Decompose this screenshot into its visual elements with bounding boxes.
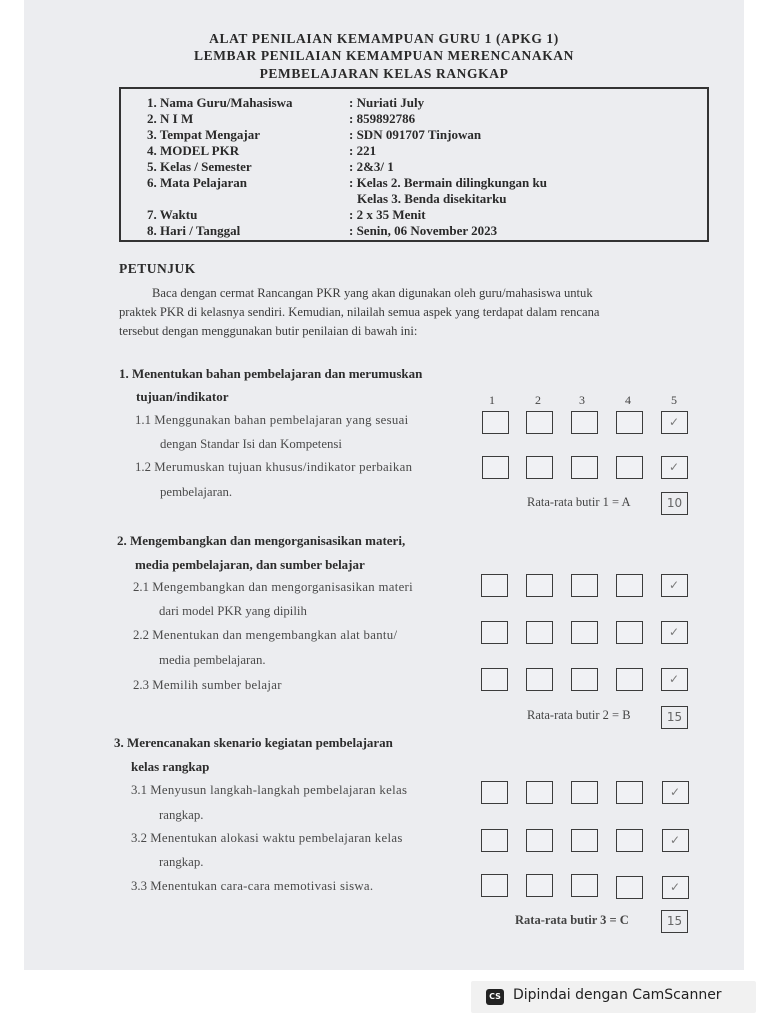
info-label: 4. MODEL PKR	[147, 143, 240, 158]
scale-label: 3	[579, 393, 585, 407]
score-box[interactable]	[616, 456, 643, 479]
score-box[interactable]	[526, 621, 553, 644]
info-value: : Senin, 06 November 2023	[349, 223, 498, 238]
info-value: : 221	[349, 143, 377, 158]
info-label: 8. Hari / Tanggal	[147, 223, 241, 238]
average-value-3[interactable]: 15	[661, 910, 688, 933]
section-3-title: 3. Merencanakan skenario kegiatan pembelajaran	[114, 735, 393, 750]
score-box-checked[interactable]	[662, 876, 689, 899]
section-2-title-continued: media pembelajaran, dan sumber belajar	[135, 557, 365, 572]
score-box-checked[interactable]	[661, 668, 688, 691]
score-box[interactable]	[526, 829, 553, 852]
score-box-checked[interactable]	[662, 781, 689, 804]
camscanner-logo-icon: CS	[486, 989, 504, 1005]
item-3-2	[131, 831, 403, 846]
info-value: : 2&3/ 1	[349, 159, 394, 174]
score-box[interactable]	[616, 668, 643, 691]
score-box[interactable]	[526, 456, 553, 479]
item-number: 2.3	[133, 678, 149, 692]
item-text: Mengembangkan dan mengorganisasikan materi	[152, 580, 413, 594]
score-box[interactable]	[616, 574, 643, 597]
score-box[interactable]	[616, 781, 643, 804]
score-box[interactable]	[481, 781, 508, 804]
item-text: Menentukan dan mengembangkan alat bantu/	[152, 628, 398, 642]
info-value: : Nuriati July	[349, 95, 425, 110]
info-label: 3. Tempat Mengajar	[147, 127, 261, 142]
item-text: Memilih sumber belajar	[152, 678, 282, 692]
instructions-line-1: Baca dengan cermat Rancangan PKR yang akan digunakan oleh guru/mahasiswa untuk	[152, 286, 593, 300]
score-box[interactable]	[526, 411, 553, 434]
score-box[interactable]	[571, 874, 598, 897]
item-2-3	[133, 678, 282, 693]
score-box-checked[interactable]	[662, 829, 689, 852]
item-3-2-continued: rangkap.	[159, 855, 204, 869]
item-number: 1.1	[135, 413, 151, 427]
instructions-line-2: praktek PKR di kelasnya sendiri. Kemudian, nilailah semua aspek yang terdapat dalam rencana	[119, 305, 600, 319]
scale-label: 1	[489, 393, 495, 407]
item-number: 2.1	[133, 580, 149, 594]
info-value: : 859892786	[349, 111, 416, 126]
info-value: Kelas 3. Benda disekitarku	[357, 191, 507, 206]
score-box[interactable]	[571, 574, 598, 597]
info-label: 2. N I M	[147, 111, 194, 126]
score-box[interactable]	[616, 621, 643, 644]
info-value: : SDN 091707 Tinjowan	[349, 127, 482, 142]
score-box-checked[interactable]	[661, 411, 688, 434]
section-3-title-continued: kelas rangkap	[131, 759, 210, 774]
form-title-line-2: LEMBAR PENILAIAN KEMAMPUAN MERENCANAKAN	[193, 48, 575, 63]
scale-label: 5	[671, 393, 677, 407]
score-box[interactable]	[481, 621, 508, 644]
item-1-1	[135, 413, 408, 428]
item-text: Menentukan cara-cara memotivasi siswa.	[150, 879, 374, 893]
score-box[interactable]	[571, 411, 598, 434]
score-box[interactable]	[571, 456, 598, 479]
average-value-1[interactable]: 10	[661, 492, 688, 515]
watermark-text: Dipindai dengan CamScanner	[513, 987, 722, 1003]
item-number: 3.1	[131, 783, 147, 797]
score-box-checked[interactable]	[661, 456, 688, 479]
section-1-title: 1. Menentukan bahan pembelajaran dan merumuskan	[119, 366, 423, 381]
item-number: 3.2	[131, 831, 147, 845]
info-value: : 2 x 35 Menit	[349, 207, 426, 222]
score-box[interactable]	[526, 781, 553, 804]
item-number: 2.2	[133, 628, 149, 642]
item-text: Menggunakan bahan pembelajaran yang sesuai	[154, 413, 409, 427]
item-3-1-continued: rangkap.	[159, 808, 204, 822]
check-mark-icon: ✓	[669, 578, 680, 592]
identity-box	[119, 87, 709, 242]
score-box[interactable]	[482, 411, 509, 434]
score-box[interactable]	[571, 781, 598, 804]
average-label-3: Rata-rata butir 3 = C	[515, 913, 629, 927]
camscanner-watermark	[471, 981, 756, 1013]
item-1-1-continued: dengan Standar Isi dan Kompetensi	[160, 437, 342, 451]
scale-label: 2	[535, 393, 541, 407]
score-box[interactable]	[571, 668, 598, 691]
average-label-1: Rata-rata butir 1 = A	[527, 495, 631, 509]
item-text: Menyusun langkah-langkah pembelajaran kelas	[150, 783, 408, 797]
average-value-2[interactable]: 15	[661, 706, 688, 729]
average-label-2: Rata-rata butir 2 = B	[527, 708, 631, 722]
info-label: 5. Kelas / Semester	[147, 159, 252, 174]
item-text: Menentukan alokasi waktu pembelajaran kelas	[150, 831, 403, 845]
score-box[interactable]	[616, 829, 643, 852]
item-1-2	[135, 460, 412, 475]
item-text: Merumuskan tujuan khusus/indikator perbaikan	[154, 460, 413, 474]
item-2-2	[133, 628, 397, 643]
instructions-line-3: tersebut dengan menggunakan butir penilaian di bawah ini:	[119, 324, 418, 338]
item-1-2-continued: pembelajaran.	[160, 485, 233, 499]
item-number: 1.2	[135, 460, 151, 474]
item-2-2-continued: media pembelajaran.	[159, 653, 266, 667]
score-box[interactable]	[526, 874, 553, 897]
check-mark-icon: ✓	[670, 880, 681, 894]
section-2-title: 2. Mengembangkan dan mengorganisasikan materi,	[117, 533, 406, 548]
score-box-checked[interactable]	[661, 574, 688, 597]
info-value: : Kelas 2. Bermain dilingkungan ku	[349, 175, 547, 190]
instructions-heading: PETUNJUK	[119, 261, 196, 276]
check-mark-icon: ✓	[669, 672, 680, 686]
score-box[interactable]	[481, 574, 508, 597]
check-mark-icon: ✓	[670, 785, 681, 799]
scale-label: 4	[625, 393, 631, 407]
check-mark-icon: ✓	[669, 415, 680, 429]
score-box[interactable]	[571, 621, 598, 644]
info-label: 6. Mata Pelajaran	[147, 175, 248, 190]
check-mark-icon: ✓	[670, 833, 681, 847]
info-label: 7. Waktu	[147, 207, 198, 222]
scanned-page	[24, 0, 744, 970]
score-box-checked[interactable]	[661, 621, 688, 644]
info-label: 1. Nama Guru/Mahasiswa	[147, 95, 293, 110]
check-mark-icon: ✓	[669, 460, 680, 474]
score-box[interactable]	[571, 829, 598, 852]
score-box[interactable]	[481, 874, 508, 897]
item-number: 3.3	[131, 879, 147, 893]
item-3-3	[131, 879, 373, 894]
form-title-line-3: PEMBELAJARAN KELAS RANGKAP	[259, 66, 509, 81]
item-2-1	[133, 580, 413, 595]
score-box[interactable]	[482, 456, 509, 479]
score-box[interactable]	[526, 574, 553, 597]
score-box[interactable]	[616, 876, 643, 899]
score-box[interactable]	[481, 829, 508, 852]
check-mark-icon: ✓	[669, 625, 680, 639]
score-box[interactable]	[526, 668, 553, 691]
form-title-line-1: ALAT PENILAIAN KEMAMPUAN GURU 1 (APKG 1)	[209, 31, 559, 46]
score-box[interactable]	[616, 411, 643, 434]
score-box[interactable]	[481, 668, 508, 691]
item-2-1-continued: dari model PKR yang dipilih	[159, 604, 307, 618]
item-3-1	[131, 783, 407, 798]
section-1-title-continued: tujuan/indikator	[136, 389, 229, 404]
